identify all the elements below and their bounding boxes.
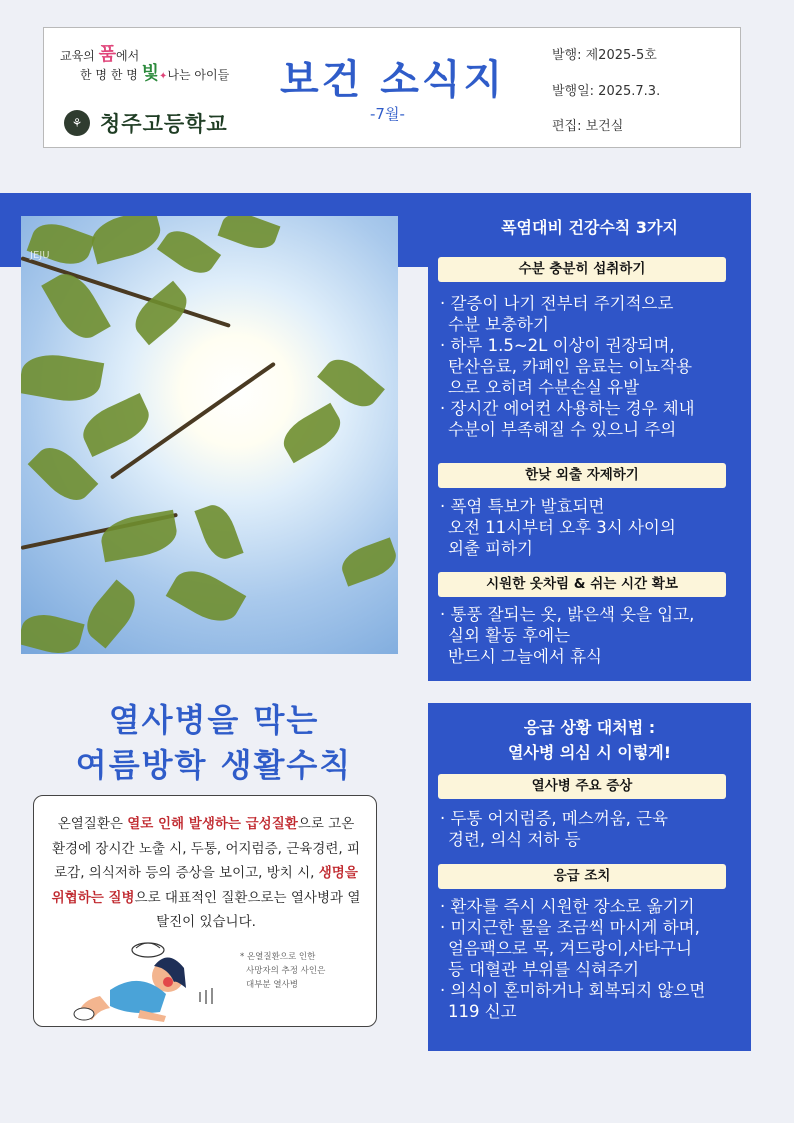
tip2-bullets: · 폭염 특보가 발효되면 오전 11시부터 오후 3시 사이의 외출 피하기 (440, 497, 676, 558)
section-heading-line2: 여름방학 생활수칙 (75, 746, 353, 784)
footnote: * 온열질환으로 인한 사망자의 추정 사인은 대부분 열사병 (240, 952, 326, 990)
symptoms-heading: 열사병 주요 증상 (438, 774, 726, 799)
tip2-heading: 한낮 외출 자제하기 (438, 463, 726, 488)
star-icon: ✦ (159, 71, 168, 82)
tip1-heading: 수분 충분히 섭취하기 (438, 257, 726, 282)
school-emblem-icon: ⚘ (64, 110, 90, 136)
photo-watermark: JEJU (30, 250, 50, 261)
school-name: 청주고등학교 (100, 112, 228, 136)
newsletter-title: 보건 소식지 (280, 57, 506, 103)
overheated-child-illustration (70, 932, 230, 1024)
section-heading-line1: 열사병을 막는 (108, 701, 320, 739)
newsletter-month: -7월- (370, 105, 405, 123)
panel1-title: 폭염대비 건강수칙 3가지 (501, 218, 678, 237)
tip3-heading: 시원한 옷차림 & 쉬는 시간 확보 (438, 572, 726, 597)
panel2-title-line2: 열사병 의심 시 이렇게! (507, 743, 672, 762)
tip3-bullets: · 통풍 잘되는 옷, 밝은색 옷을 입고, 실외 활동 후에는 반드시 그늘에서 휴식 (440, 605, 695, 666)
first-aid-heading: 응급 조치 (438, 864, 726, 889)
sun-through-leaves-photo (21, 216, 398, 654)
heat-illness-description: 온열질환은 열로 인해 발생하는 급성질환으로 고온 환경에 장시간 노출 시, 두통, 어지럼증, 근육경련, 피로감, 의식저하 등의 증상을 보이고, 방치 시, 생명을 위협하는 질병으로 대표적인 질환으로는 열사병과 열탈진이 있습니다. (51, 816, 361, 930)
tip1-bullets: · 갈증이 나기 전부터 주기적으로 수분 보충하기 · 하루 1.5~2L 이상이 권장되며, 탄산음료, 카페인 음료는 이뇨작용 으로 오히려 수분손실 유발 · 장시간 에어컨 사용하는 경우 체내 수분이 부족해질 수 있으니 주의 (440, 294, 695, 439)
first-aid-bullets: · 환자를 즉시 시원한 장소로 옮기기 · 미지근한 물을 조금씩 마시게 하며, 얼음팩으로 목, 겨드랑이,사타구니 등 대혈관 부위를 식혀주기 · 의식이 혼미하거나 회복되지 않으면 119 신고 (440, 897, 706, 1021)
issue-number: 발행: 제2025-5호 (552, 48, 657, 63)
publish-date: 발행일: 2025.7.3. (552, 84, 661, 99)
school-slogan: 교육의 품에서 한 명 한 명 빛✦나는 아이들 (60, 44, 230, 84)
editor: 편집: 보건실 (552, 119, 624, 134)
symptoms-bullets: · 두통 어지럼증, 메스꺼움, 근육 경련, 의식 저하 등 (440, 809, 668, 849)
panel2-title-line1: 응급 상황 대처법 : (523, 718, 656, 737)
